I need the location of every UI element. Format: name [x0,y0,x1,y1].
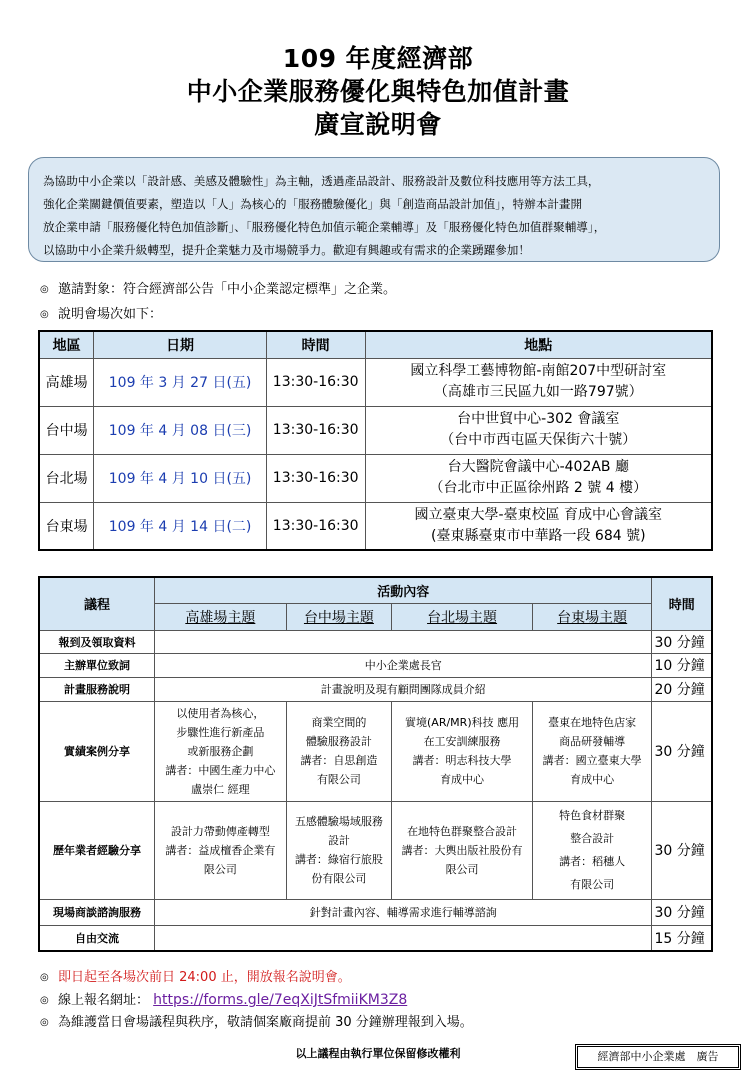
schedule-area: 台東場 [39,502,94,550]
schedule-time: 13:30-16:30 [266,358,365,406]
schedule-date: 109 年 4 月 14 日(二) [94,502,266,550]
schedule-address: （台中市西屯區天保街六十號） [440,432,637,448]
agenda-content [155,925,652,951]
case-share-taipei [392,701,533,801]
intro-box [28,157,720,262]
agenda-row-program-intro [39,677,712,701]
schedule-area: 高雄場 [39,358,94,406]
schedule-venue-cell [365,454,712,502]
agenda-row-opening [39,653,712,677]
case-share-taichung [286,701,392,801]
agenda-time: 10 分鐘 [652,653,712,677]
intro-line: 為協助中小企業以「設計感、美感及體驗性」為主軸，透過產品設計、服務設計及數位科技應用等方法工具， [43,174,600,188]
agenda-time: 30 分鐘 [652,630,712,653]
schedule-time: 13:30-16:30 [266,454,365,502]
page-title [0,42,756,141]
schedule-row-taipei [39,454,712,502]
experience-speaker: 有限公司 [570,878,615,891]
note-deadline [40,967,720,989]
agenda-item: 自由交流 [39,925,155,951]
experience-speaker: 份有限公司 [311,872,367,885]
case-topic: 以使用者為核心， [176,706,265,720]
bullet-icon: ◎ [40,995,49,1006]
schedule-venue-cell [365,406,712,454]
schedule-row-kaohsiung [39,358,712,406]
agenda-row-case-share [39,701,712,801]
schedule-header-row [39,331,712,358]
schedule-date: 109 年 4 月 10 日(五) [94,454,266,502]
agenda-time: 20 分鐘 [652,677,712,701]
arrive-text: 為維護當日會場議程與秩序，敬請個案廠商提前 30 分鐘辦理報到入場。 [58,1015,473,1030]
experience-topic: 特色食材群聚 [559,809,626,822]
agenda-item: 歷年業者經驗分享 [39,801,155,899]
note-arrive-early [40,1012,720,1034]
experience-taitung [532,801,652,899]
notes-section [40,967,720,1034]
title-year-ministry: 109 年度經濟部 [282,44,474,73]
signup-label: 線上報名網址： [58,993,150,1008]
schedule-venue: 國立科學工藝博物館-南館207中型研討室 [410,363,667,379]
schedule-date: 109 年 3 月 27 日(五) [94,358,266,406]
agenda-col-content: 活動內容 [155,577,652,603]
sessions-intro-text: 說明會場次如下： [58,307,163,322]
case-speaker: 育成中心 [570,773,615,786]
case-share-taitung [532,701,652,801]
ad-stamp: 經濟部中小企業處 廣告 [577,1046,739,1068]
case-topic: 體驗服務設計 [305,735,372,748]
experience-speaker: 限公司 [203,862,237,876]
agenda-item: 報到及領取資料 [39,630,155,653]
agenda-item: 實績案例分享 [39,701,155,801]
experience-topic: 整合設計 [570,832,615,845]
agenda-theme-taipei: 台北場主題 [392,603,533,630]
schedule-address: （高雄市三民區九如一路797號） [433,384,643,400]
rights-note: 以上議程由執行單位保留修改權利 [295,1047,461,1060]
agenda-row-experience [39,801,712,899]
experience-topic: 在地特色群聚整合設計 [407,824,518,838]
case-speaker: 盧崇仁 經理 [191,782,250,796]
case-speaker: 育成中心 [440,773,485,786]
agenda-item: 主辦單位致詞 [39,653,155,677]
agenda-theme-taichung: 台中場主題 [286,603,392,630]
case-speaker: 講者：自思創造 [300,754,378,767]
note-signup [40,989,720,1012]
schedule-venue-cell [365,358,712,406]
experience-topic: 設計 [327,834,350,847]
sessions-intro-line [40,306,162,324]
experience-taipei [392,801,533,899]
title-event-name: 廣宣說明會 [314,110,442,139]
agenda-item: 計畫服務說明 [39,677,155,701]
agenda-time: 30 分鐘 [652,701,712,801]
schedule-area: 台中場 [39,406,94,454]
schedule-venue-cell [365,502,712,550]
agenda-content: 針對計畫內容、輔導需求進行輔導諮詢 [155,899,652,925]
agenda-time: 15 分鐘 [652,925,712,951]
experience-speaker: 講者：大輿出版社股份有 [401,843,523,857]
agenda-col-time: 時間 [652,577,712,630]
bullet-icon: ◎ [40,972,49,983]
agenda-content [155,630,652,653]
agenda-time: 30 分鐘 [652,801,712,899]
case-speaker: 講者：中國生產力中心 [165,763,276,777]
experience-kaohsiung [155,801,287,899]
agenda-content: 計畫說明及現有顧問團隊成員介紹 [155,677,652,701]
title-program-name: 中小企業服務優化與特色加值計畫 [186,77,570,106]
bullet-icon: ◎ [40,284,49,295]
signup-link[interactable]: https://forms.gle/7eqXiJtSfmiiKM3Z8 [153,992,408,1008]
case-topic: 或新服務企劃 [187,744,254,758]
bullet-icon: ◎ [40,309,49,320]
agenda-row-checkin [39,630,712,653]
case-topic: 商業空間的 [311,716,367,729]
experience-speaker: 講者：益成檀香企業有 [165,843,276,857]
case-share-kaohsiung [155,701,287,801]
case-topic: 在工安訓練服務 [423,735,501,748]
experience-topic: 設計力帶動傳產轉型 [170,824,270,838]
schedule-col-area: 地區 [39,331,94,358]
experience-speaker: 限公司 [445,862,479,876]
schedule-venue: 國立臺東大學-臺東校區 育成中心會議室 [414,506,663,523]
experience-speaker: 講者：稻穗人 [559,855,626,868]
case-topic: 臺東在地特色店家 [548,716,637,729]
agenda-theme-taitung: 台東場主題 [532,603,652,630]
case-topic: 商品研發輔導 [559,735,626,748]
schedule-venue: 台中世貿中心-302 會議室 [457,411,620,427]
agenda-time: 30 分鐘 [652,899,712,925]
schedule-address: （台北市中正區徐州路 2 號 4 樓） [429,480,648,496]
experience-speaker: 講者：綠宿行旅股 [294,853,383,866]
agenda-row-networking [39,925,712,951]
experience-taichung [286,801,392,899]
intro-line: 強化企業關鍵價值要素，塑造以「人」為核心的「服務體驗優化」與「創造商品設計加值」，特辦本計畫開 [43,197,583,211]
schedule-date: 109 年 4 月 08 日(三) [94,406,266,454]
schedule-col-time: 時間 [266,331,365,358]
agenda-row-consult [39,899,712,925]
schedule-address: (臺東縣臺東市中華路一段 684 號) [431,527,646,544]
schedule-time: 13:30-16:30 [266,406,365,454]
schedule-table [38,330,713,551]
invite-target-text: 邀請對象：符合經濟部公告「中小企業認定標準」之企業。 [58,282,397,297]
case-topic: 實境(AR/MR)科技 應用 [405,716,520,729]
agenda-col-item: 議程 [39,577,155,630]
experience-topic: 五感體驗場域服務 [294,815,383,828]
bullet-icon: ◎ [40,1017,49,1028]
agenda-theme-kaohsiung: 高雄場主題 [155,603,287,630]
schedule-col-date: 日期 [94,331,266,358]
schedule-venue: 台大醫院會議中心-402AB 廳 [447,459,629,475]
schedule-col-venue: 地點 [365,331,712,358]
schedule-area: 台北場 [39,454,94,502]
intro-line: 以協助中小企業升級轉型，提升企業魅力及市場競爭力。歡迎有興趣或有需求的企業踴躍參加！ [43,243,530,257]
agenda-header-row [39,577,712,603]
invite-target-line [40,281,396,299]
deadline-text: 即日起至各場次前日 24:00 止，開放報名說明會。 [58,970,351,985]
agenda-table [38,576,713,952]
schedule-time: 13:30-16:30 [266,502,365,550]
agenda-content: 中小企業處長官 [155,653,652,677]
case-speaker: 講者：明志科技大學 [412,754,512,767]
case-topic: 步驟性進行新產品 [176,725,265,739]
case-speaker: 講者：國立臺東大學 [542,754,642,767]
schedule-row-taichung [39,406,712,454]
intro-line: 放企業申請「服務優化特色加值診斷」、「服務優化特色加值示範企業輔導」及「服務優化特色加值群聚輔導」， [43,220,606,234]
schedule-row-taitung [39,502,712,550]
agenda-item: 現場商談諮詢服務 [39,899,155,925]
case-speaker: 有限公司 [316,773,361,786]
